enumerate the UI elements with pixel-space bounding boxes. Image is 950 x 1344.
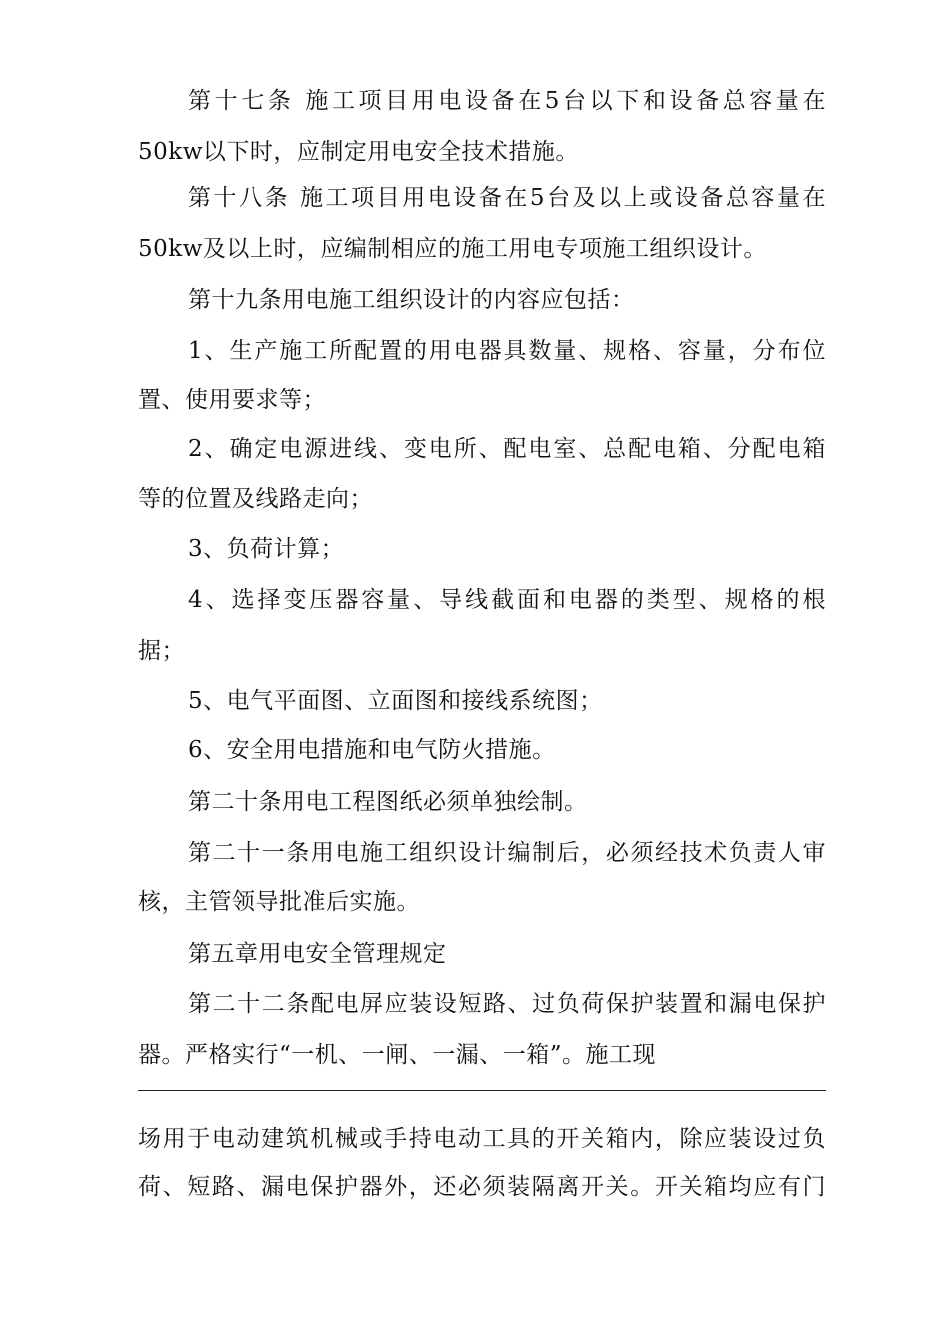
section-heading: 第五章用电安全管理规定 — [188, 941, 447, 967]
text-line: 第二十条用电工程图纸必须单独绘制。 — [188, 789, 588, 815]
text-line: 6、安全用电措施和电气防火措施。 — [188, 737, 556, 763]
text-line: 置、使用要求等； — [138, 387, 326, 413]
text-line: 器。严格实行“一机、一闸、一漏、一箱”。施工现 — [138, 1042, 657, 1068]
text-line: 场用于电动建筑机械或手持电动工具的开关箱内，除应装设过负 — [138, 1126, 826, 1152]
text-line: 第十七条 施工项目用电设备在5台以下和设备总容量在 — [188, 88, 826, 114]
text-line: 第十八条 施工项目用电设备在5台及以上或设备总容量在 — [188, 185, 826, 211]
text-line: 核，主管领导批准后实施。 — [138, 889, 420, 915]
text-line: 3、负荷计算； — [188, 536, 345, 562]
text-line: 第二十一条用电施工组织设计编制后，必须经技术负责人审 — [188, 840, 826, 866]
text-line: 据； — [138, 638, 185, 664]
text-line: 2、确定电源进线、变电所、配电室、总配电箱、分配电箱 — [188, 436, 826, 462]
text-line: 5、电气平面图、立面图和接线系统图； — [188, 688, 603, 714]
text-line: 第十九条用电施工组织设计的内容应包括： — [188, 287, 635, 313]
text-line: 等的位置及线路走向； — [138, 486, 373, 512]
text-line: 50kw以下时，应制定用电安全技术措施。 — [138, 139, 579, 165]
text-line: 4、选择变压器容量、导线截面和电器的类型、规格的根 — [188, 587, 826, 613]
text-line: 荷、短路、漏电保护器外，还必须装隔离开关。开关箱均应有门 — [138, 1174, 826, 1200]
page-break-divider — [138, 1090, 826, 1091]
text-line: 第二十二条配电屏应装设短路、过负荷保护装置和漏电保护 — [188, 991, 826, 1017]
text-line: 1、生产施工所配置的用电器具数量、规格、容量，分布位 — [188, 338, 826, 364]
text-line: 50kw及以上时，应编制相应的施工用电专项施工组织设计。 — [138, 236, 767, 262]
